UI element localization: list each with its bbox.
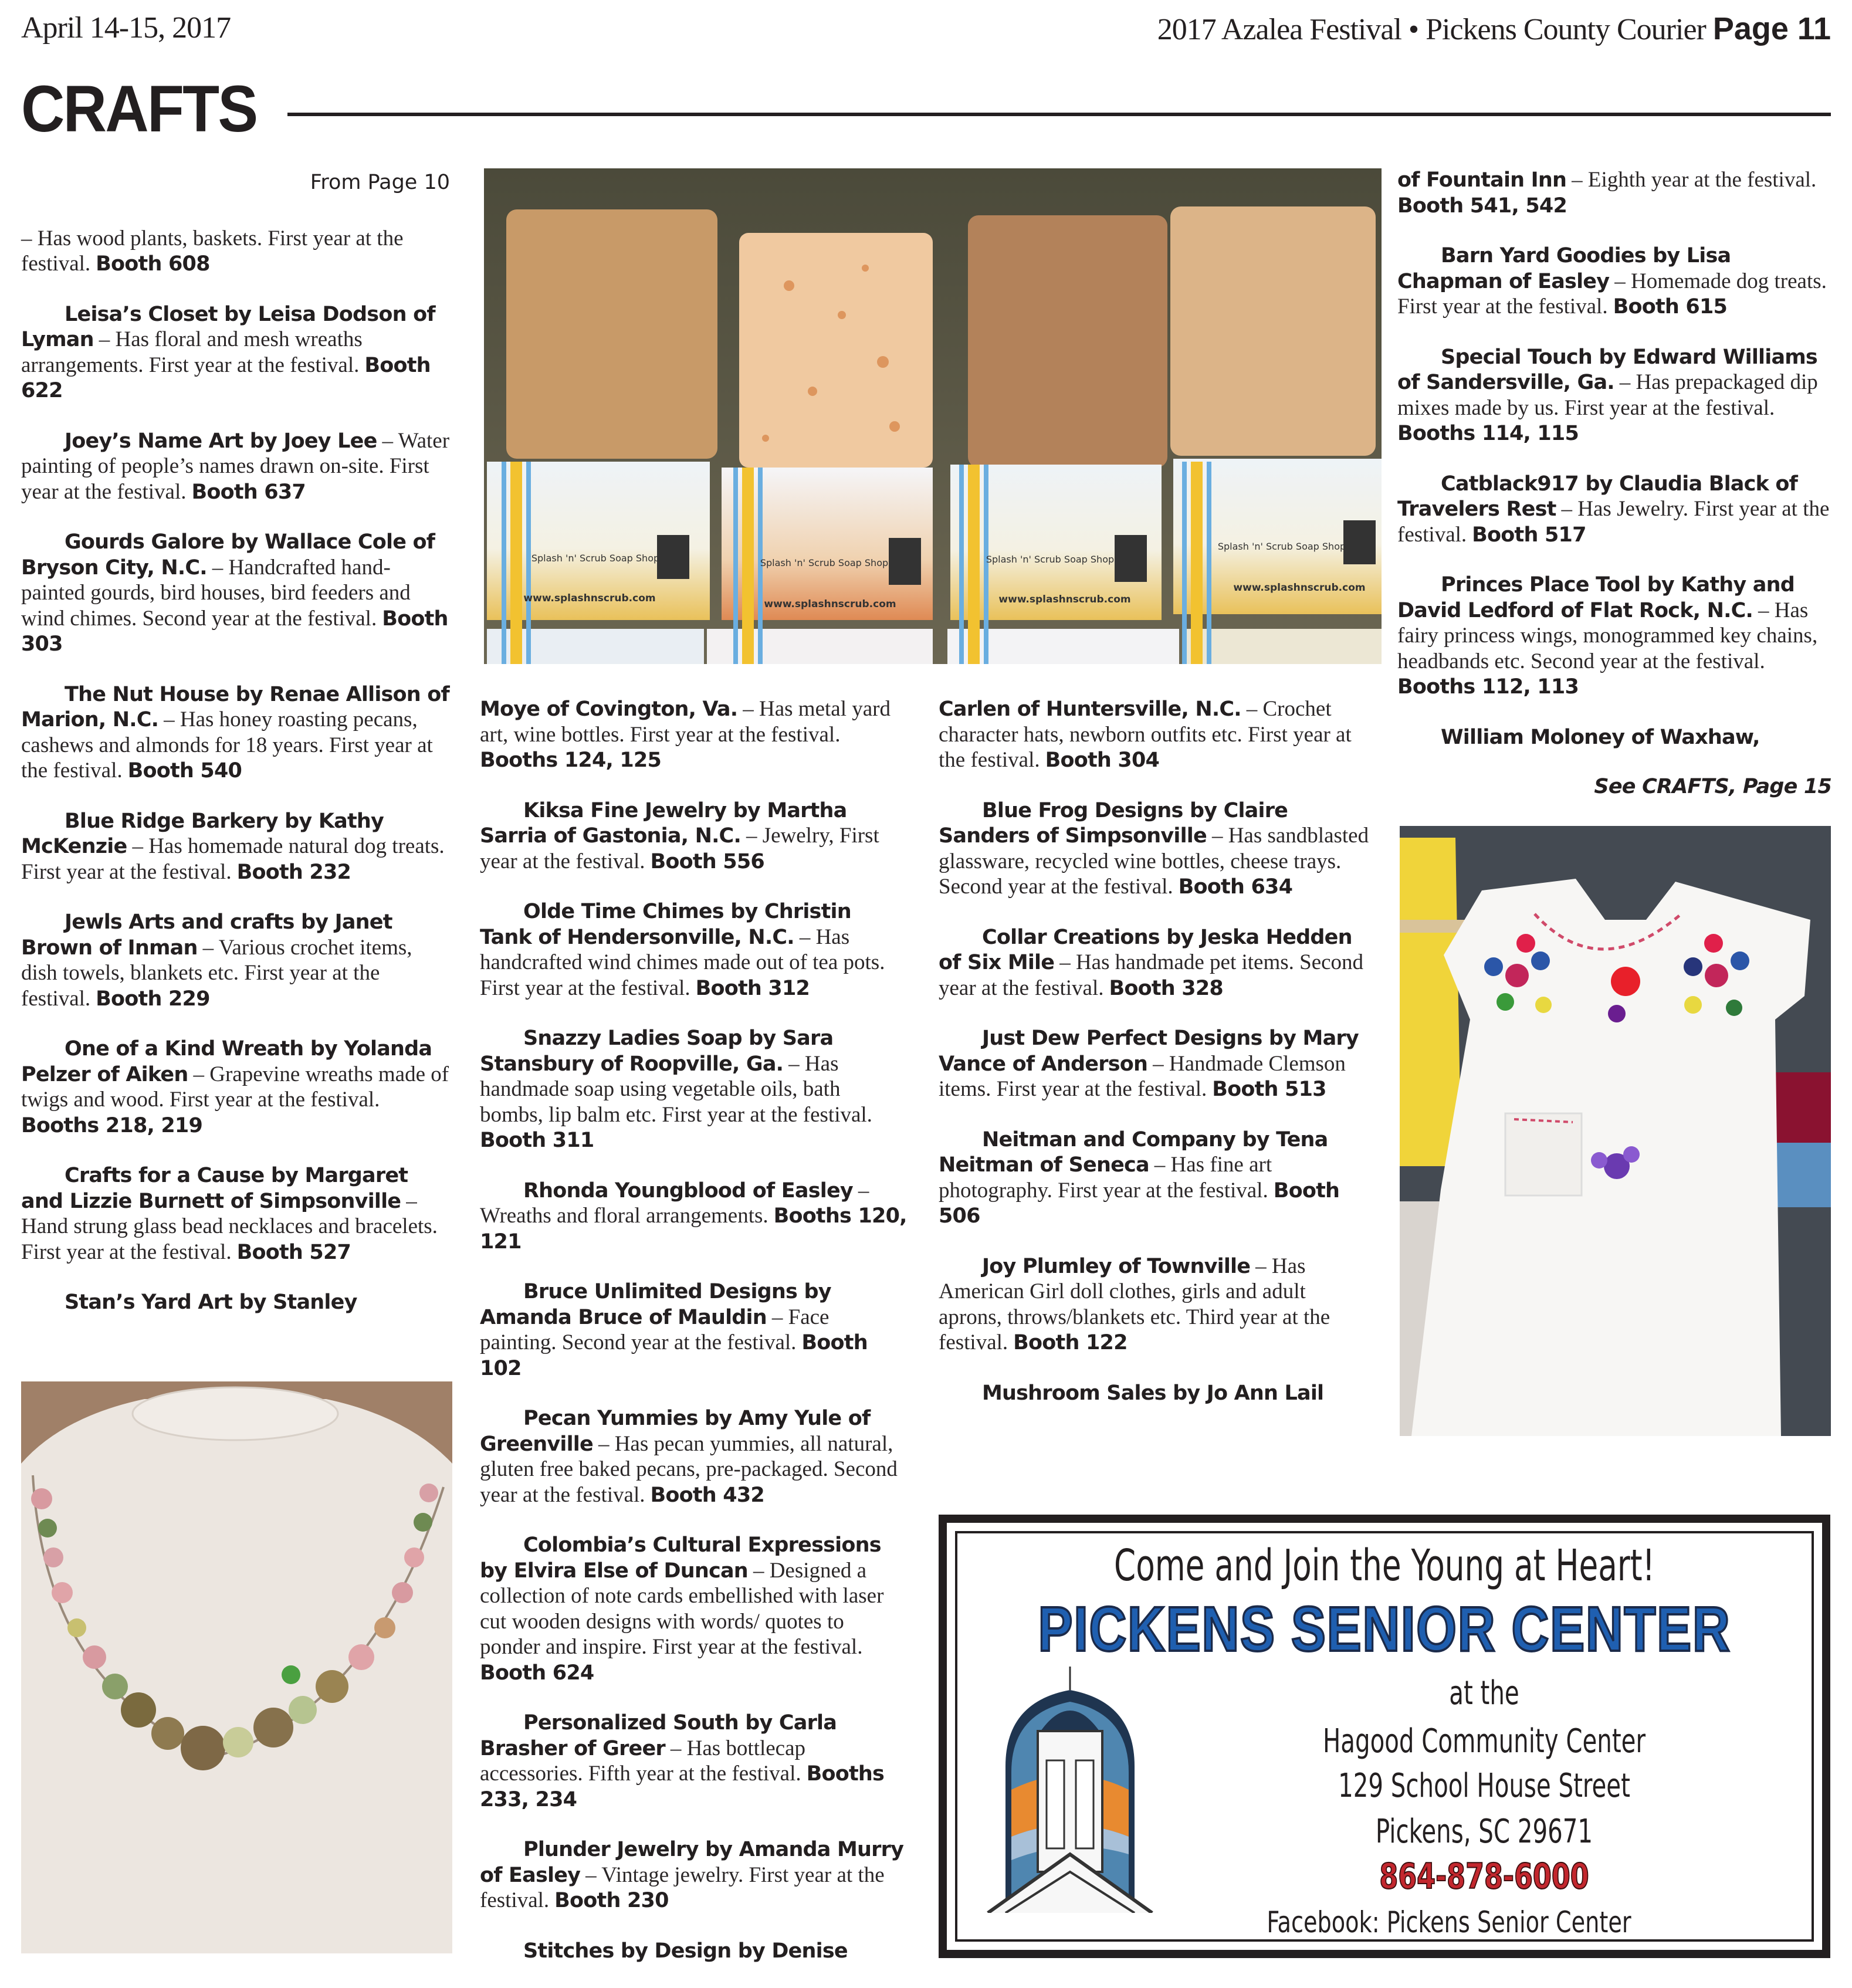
vendor-description: – Grapevine wreaths made of twigs and wood. First year at the festival. [21,1062,449,1112]
vendor-entry [21,909,452,1011]
column-3 [939,696,1373,1430]
vendor-name: The Nut House by Renae Allison of Marion, N.C. [21,682,449,731]
vendor-description: – Has wood plants, baskets. First year at the festival. [21,226,404,276]
vendor-entry [1397,471,1831,548]
vendor-description: – Hand strung glass bead necklaces and bracelets. First year at the festival. [21,1188,438,1264]
vendor-description: – Has sandblasted glassware, recycled wine bottles, cheese trays. Second year at the festival. [939,824,1369,899]
vendor-name: Special Touch by Edward Williams of Sandersville, Ga. [1397,345,1817,394]
vendor-description: – Has handcrafted wind chimes made out of tea pots. First year at the festival. [480,924,885,1000]
vendor-entry [21,302,452,404]
vendor-name: Colombia’s Cultural Expressions by Elvira Else of Duncan [480,1533,881,1583]
vendor-name: Carlen of Huntersville, N.C. [939,697,1241,721]
vendor-name: Just Dew Perfect Designs by Mary Vance of Anderson [939,1027,1359,1076]
booth-number: Booth 637 [191,480,306,504]
soap-label-lettering: Splash 'n' Scrub Soap Shop [986,554,1115,565]
ad-tagline: Come and Join the Young at Heart! [1113,1540,1655,1591]
vendor-name: Stitches by Design by Denise [523,1939,848,1963]
vendor-entry [21,1289,452,1315]
vendor-entry [939,1254,1373,1356]
vendor-entry [1397,243,1831,320]
booth-number: Booth 608 [96,252,210,276]
soap-photo-illustration [484,168,1382,664]
dress-photo-illustration [1400,826,1831,1436]
vendor-name: Blue Ridge Barkery by Kathy McKenzie [21,809,384,858]
booth-number: Booths 124, 125 [480,749,662,772]
vendor-description: – Eighth year at the festival. [1572,168,1817,192]
publication-name: 2017 Azalea Festival • Pickens County Courier [1157,13,1706,46]
vendor-entry [939,1025,1373,1102]
vendor-entry [21,1163,452,1265]
vendor-name: Moye of Covington, Va. [480,697,738,721]
booth-number: Booth 328 [1109,976,1223,1000]
soap-label-lettering: Splash 'n' Scrub Soap Shop [760,557,889,568]
booth-number: Booth 556 [650,849,764,873]
vendor-description: – Wreaths and floral arrangements. [480,1178,869,1228]
vendor-name: Neitman and Company by Tena Neitman of Seneca [939,1127,1328,1177]
booth-number: Booth 304 [1045,749,1160,772]
column-4 [1397,167,1831,800]
booth-number: Booth 506 [939,1178,1340,1228]
vendor-name: Kiksa Fine Jewelry by Martha Sarria of Gastonia, N.C. [480,798,847,848]
ad-at-the: at the [1449,1674,1519,1712]
soap-url-lettering: www.splashnscrub.com [764,598,896,610]
vendor-name: Catblack917 by Claudia Black of Travelers Rest [1397,472,1798,521]
vendor-name: Stan’s Yard Art by Stanley [65,1291,357,1314]
booth-number: Booth 122 [1013,1331,1128,1354]
vendor-entry [1397,572,1831,700]
vendor-entry [21,226,452,277]
vendor-entry [480,1710,908,1812]
ad-phone-number[interactable]: 864-878-6000 [1379,1856,1589,1897]
booth-number: Booth 541, 542 [1397,194,1567,218]
booth-number: Booth 513 [1212,1078,1326,1101]
vendor-description: – Has handmade pet items. Second year at the festival. [939,950,1364,1000]
ad-panel [947,1523,1822,1950]
ad-city: Pickens, SC 29671 [1375,1813,1593,1851]
vendor-name: Rhonda Youngblood of Easley [523,1178,853,1203]
booth-number: Booth 540 [127,759,242,783]
booth-number: Booths 233, 234 [480,1762,885,1811]
vendor-entry [480,899,908,1001]
jump-from-line[interactable]: From Page 10 [310,171,450,194]
booth-number: Booth 311 [480,1129,594,1152]
booth-number: Booth 102 [480,1331,868,1380]
vendor-entry [1397,167,1831,218]
booth-number: Booth 622 [21,353,431,402]
ad-brand-name: PICKENS SENIOR CENTER [1038,1593,1731,1664]
booth-number: Booth 229 [96,987,210,1011]
column-1 [21,170,452,1340]
booth-number: Booth 232 [236,860,351,884]
vendor-description: – Has Jewelry. First year at the festival. [1397,497,1830,547]
vendor-description: – Vintage jewelry. First year at the festival. [480,1862,885,1912]
booth-number: Booth 624 [480,1661,594,1685]
vendor-name: William Moloney of Waxhaw, [1441,725,1760,749]
vendor-description: – Has American Girl doll clothes, girls and adult aprons, throws/blankets etc. Third year at the festival. [939,1254,1330,1354]
vendor-description: – Face painting. Second year at the festival. [480,1305,829,1354]
vendor-name: Plunder Jewelry by Amanda Murry of Easley [480,1838,904,1887]
vendor-entry [939,798,1373,900]
vendor-description: – Designed a collection of note cards embellished with laser cut wooden designs with words/ quotes to ponder and inspire. First year at the festival. [480,1558,884,1659]
necklace-photo [21,1381,452,1953]
vendor-name: Joy Plumley of Townville [982,1254,1251,1278]
soap-photo [484,168,1382,664]
vendor-description: – Has fine art photography. First year at the festival. [939,1153,1272,1203]
vendor-description: – Has homemade natural dog treats. First year at the festival. [21,834,445,884]
ad-street: 129 School House Street [1338,1767,1630,1805]
vendor-entry [21,808,452,885]
soap-url-lettering: www.splashnscrub.com [998,594,1131,605]
vendor-name: Blue Frog Designs by Claire Sanders of Simpsonville [939,798,1288,848]
vendor-name: Bruce Unlimited Designs by Amanda Bruce of Mauldin [480,1280,831,1329]
vendor-entry [939,1127,1373,1229]
soap-label-lettering: Splash 'n' Scrub Soap Shop [531,553,660,564]
pickens-senior-center-ad[interactable] [939,1515,1830,1958]
vendor-entry [21,682,452,784]
column-2 [480,696,908,1988]
booth-number: Booths 120, 121 [480,1204,907,1254]
vendor-entry [939,924,1373,1001]
vendor-name: Collar Creations by Jeska Hedden of Six Mile [939,925,1352,974]
vendor-description: – Has honey roasting pecans, cashews and almonds for 18 years. First year at the festival. [21,707,433,783]
page-number: Page 11 [1712,11,1831,46]
vendor-entry [480,1279,908,1381]
vendor-description: – Handmade Clemson items. First year at the festival. [939,1051,1346,1101]
vendor-description: – Crochet character hats, newborn outfits etc. First year at the festival. [939,697,1352,772]
vendor-name: Barn Yard Goodies by Lisa Chapman of Easley [1397,244,1731,293]
vendor-name: Jewls Arts and crafts by Janet Brown of Inman [21,910,392,960]
ad-venue: Hagood Community Center [1322,1722,1646,1760]
vendor-entry [480,1406,908,1508]
jump-to-line[interactable]: See CRAFTS, Page 15 [1594,775,1831,798]
vendor-name: Joey’s Name Art by Joey Lee [65,429,377,453]
soap-label-lettering: Splash 'n' Scrub Soap Shop [1217,541,1346,552]
vendor-description: – Has metal yard art, wine bottles. First year at the festival. [480,697,891,747]
vendor-entry [939,1380,1373,1406]
soap-url-lettering: www.splashnscrub.com [523,592,656,604]
section-rule [287,113,1831,116]
vendor-name: Pecan Yummies by Amy Yule of Greenville [480,1407,871,1456]
vendor-description: – Has handmade soap using vegetable oils, bath bombs, lip balm etc. First year at the festival. [480,1051,872,1127]
vendor-entry [21,529,452,657]
vendor-entry [480,1532,908,1685]
vendor-description: – Has prepackaged dip mixes made by us. First year at the festival. [1397,370,1818,420]
booth-number: Booth 517 [1472,523,1586,547]
booth-number: Booth 527 [236,1240,351,1264]
necklace-photo-illustration [21,1381,452,1953]
issue-date: April 14-15, 2017 [21,11,231,45]
vendor-name: Snazzy Ladies Soap by Sara Stansbury of Roopville, Ga. [480,1027,834,1076]
clock-tower-logo [982,1667,1158,1913]
booth-number: Booth 615 [1613,295,1728,319]
vendor-entry [480,1938,908,1964]
vendor-entry [1397,724,1831,750]
vendor-description: – Homemade dog treats. First year at the festival. [1397,269,1827,319]
running-header [1157,11,1831,47]
booth-number: Booths 114, 115 [1397,422,1579,445]
vendor-entry [21,1036,452,1138]
vendor-entry [21,428,452,505]
vendor-name: Mushroom Sales by Jo Ann Lail [982,1381,1324,1405]
soap-url-lettering: www.splashnscrub.com [1233,582,1366,594]
vendor-entry [1397,344,1831,446]
vendor-name: Personalized South by Carla Brasher of Greer [480,1711,837,1760]
vendor-name: Crafts for a Cause by Margaret and Lizzie Burnett of Simpsonville [21,1164,408,1213]
booth-number: Booth 230 [554,1889,669,1912]
vendor-name: of Fountain Inn [1397,168,1567,192]
vendor-description: – Has pecan yummies, all natural, gluten free baked pecans, pre-packaged. Second year at the festival. [480,1431,898,1507]
vendor-description: – Jewelry, First year at the festival. [480,824,879,873]
ad-facebook[interactable]: Facebook: Pickens Senior Center [1267,1905,1631,1939]
vendor-name: Olde Time Chimes by Christin Tank of Hendersonville, N.C. [480,900,851,949]
vendor-description: – Has floral and mesh wreaths arrangements. First year at the festival. [21,327,363,377]
vendor-description: – Water painting of people’s names drawn on-site. First year at the festival. [21,428,450,504]
booth-number: Booths 112, 113 [1397,675,1579,699]
booth-number: Booth 303 [21,607,448,656]
vendor-name: Princes Place Tool by Kathy and David Ledford of Flat Rock, N.C. [1397,573,1795,622]
dress-photo [1400,826,1831,1436]
vendor-description: – Has bottlecap accessories. Fifth year at the festival. [480,1736,806,1786]
vendor-entry [480,798,908,875]
vendor-entry [480,1025,908,1153]
booth-number: Booth 634 [1178,875,1293,899]
booth-number: Booth 312 [695,976,810,1000]
vendor-description: – Has fairy princess wings, monogrammed key chains, headbands etc. Second year at the festival. [1397,598,1818,673]
vendor-description: – Various crochet items, dish towels, blankets etc. First year at the festival. [21,935,412,1011]
vendor-name: Leisa’s Closet by Leisa Dodson of Lyman [21,302,435,351]
vendor-entry [480,1837,908,1914]
vendor-entry [480,1178,908,1255]
section-title: CRAFTS [21,72,257,145]
vendor-entry [480,696,908,773]
vendor-name: Gourds Galore by Wallace Cole of Bryson City, N.C. [21,530,435,580]
vendor-entry [939,696,1373,773]
vendor-description: – Handcrafted hand- painted gourds, bird houses, bird feeders and wind chimes. Second year at the festival. [21,555,411,631]
booth-number: Booths 218, 219 [21,1113,203,1137]
vendor-name: One of a Kind Wreath by Yolanda Pelzer of Aiken [21,1037,432,1086]
booth-number: Booth 432 [650,1483,764,1507]
